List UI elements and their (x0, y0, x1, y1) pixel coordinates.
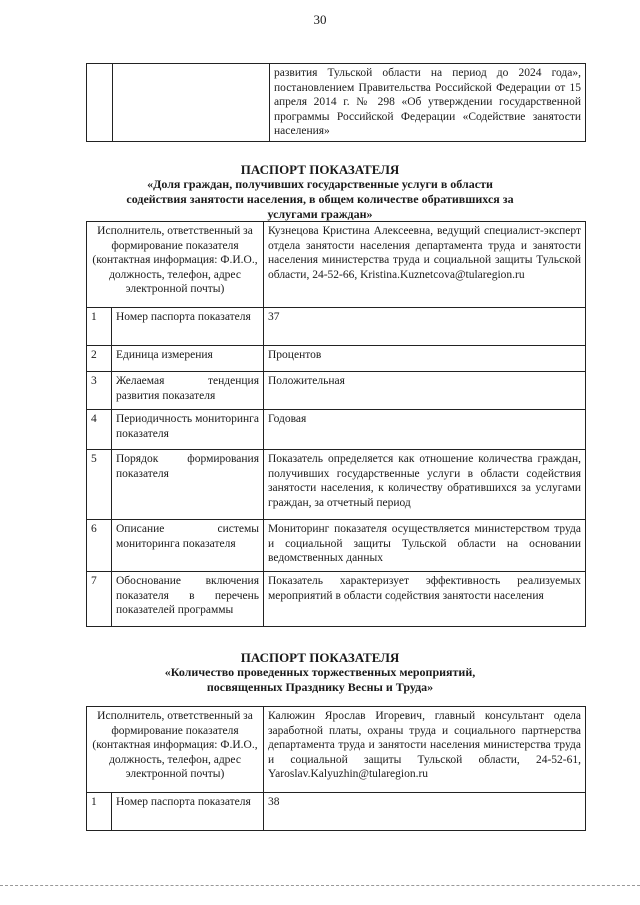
page-number: 30 (313, 12, 327, 27)
row-label: Номер паспорта показателя (112, 793, 264, 831)
row-number: 1 (87, 308, 112, 346)
row-value: Показатель определяется как отношение количества граждан, получивших государственные услуги в области содействия занятости населения, к количеству обратившихся за услугами граждан, за отчетный период (264, 450, 586, 520)
row-label: Единица измерения (112, 346, 264, 372)
row-value: Положительная (264, 372, 586, 410)
table-row (87, 572, 586, 627)
table-row (87, 222, 586, 308)
table-row (87, 372, 586, 410)
passport-1-table (86, 221, 586, 627)
passport-1-title (0, 162, 640, 222)
continuation-text: развития Тульской области на период до 2024 года», постановлением Правительства Российской Федерации от 15 апреля 2014 г. № 298 «Об утверждении государственной программы Российской Федерации «Содействие занятости населения» (270, 64, 586, 142)
table-row (87, 346, 586, 372)
row-label: Описание системы мониторинга показателя (112, 520, 264, 572)
table-row (87, 450, 586, 520)
row-value: Мониторинг показателя осуществляется министерством труда и социальной защиты Тульской области на основании ведомственных данных (264, 520, 586, 572)
passport-1-heading: ПАСПОРТ ПОКАЗАТЕЛЯ (240, 162, 400, 177)
passport-2-heading: ПАСПОРТ ПОКАЗАТЕЛЯ (240, 650, 400, 665)
row-number: 2 (87, 346, 112, 372)
passport-2-title (0, 650, 640, 695)
executor-label: Исполнитель, ответственный за формирование показателя (контактная информация: Ф.И.О., должность, телефон, адрес электронной почты) (87, 707, 264, 793)
row-number: 4 (87, 410, 112, 450)
table-row (87, 308, 586, 346)
executor-value: Кузнецова Кристина Алексеевна, ведущий специалист-эксперт отдела занятости населения департамента труда и занятости населения министерства труда и социальной защиты Тульской области, 24-52-66, Kristina.Kuznetcova@tularegion.ru (264, 222, 586, 308)
row-number: 3 (87, 372, 112, 410)
top-continuation-table (86, 63, 586, 142)
row-value: Показатель характеризует эффективность реализуемых мероприятий в области содействия занятости населения (264, 572, 586, 627)
table-row (87, 793, 586, 831)
passport-2-subtitle: «Количество проведенных торжественных мероприятий, посвященных Празднику Весны и Труда» (164, 665, 476, 694)
row-label: Номер паспорта показателя (112, 308, 264, 346)
row-value: 37 (264, 308, 586, 346)
row-label: Периодичность мониторинга показателя (112, 410, 264, 450)
executor-value: Калюжин Ярослав Игоревич, главный консультант одела заработной платы, охраны труда и социального партнерства департамента труда и занятости населения министерства труда и социальной защиты Тульской области, 24-52-61, Yaroslav.Kalyuzhin@tularegion.ru (264, 707, 586, 793)
table-row (87, 520, 586, 572)
table-row (87, 410, 586, 450)
row-number: 7 (87, 572, 112, 627)
passport-1-subtitle: «Доля граждан, получивших государственные услуги в области содействия занятости населения, в общем количестве обратившихся за услугами граждан» (126, 177, 514, 221)
table-row (87, 707, 586, 793)
table-cell-empty (87, 64, 113, 142)
passport-2-table (86, 706, 586, 831)
row-number: 1 (87, 793, 112, 831)
table-cell-empty (113, 64, 270, 142)
row-value: 38 (264, 793, 586, 831)
row-label: Обоснование включения показателя в перечень показателей программы (112, 572, 264, 627)
row-number: 5 (87, 450, 112, 520)
row-value: Годовая (264, 410, 586, 450)
row-value: Процентов (264, 346, 586, 372)
executor-label: Исполнитель, ответственный за формирование показателя (контактная информация: Ф.И.О., должность, телефон, адрес электронной почты) (87, 222, 264, 308)
row-label: Порядок формирования показателя (112, 450, 264, 520)
row-label: Желаемая тенденция развития показателя (112, 372, 264, 410)
row-number: 6 (87, 520, 112, 572)
scan-edge-artifact (0, 885, 640, 888)
